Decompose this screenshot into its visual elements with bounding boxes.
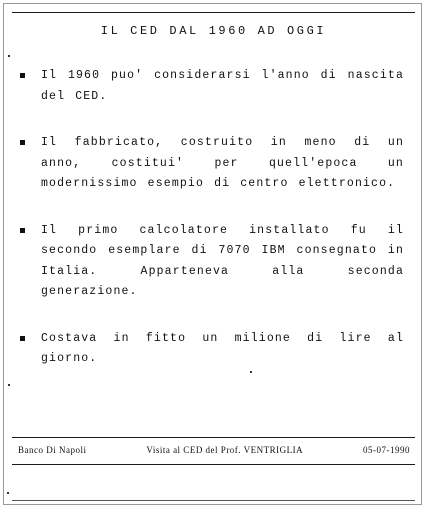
footer-date: 05-07-1990 — [363, 445, 410, 455]
bullet-text: Il primo calcolatore installato fu il secondo esemplare di 7070 IBM consegnato in Italia. Apparteneva alla seconda generazione. — [41, 223, 404, 298]
page-title: IL CED DAL 1960 AD OGGI — [100, 24, 327, 38]
bullet-square-icon — [20, 228, 25, 233]
bullet-text: Il fabbricato, costruito in meno di un anno, costitui' per quell'epoca un modernissimo esempio di centro elettronico. — [41, 136, 404, 190]
bullet-text: Il 1960 puo' considerarsi l'anno di nascita del CED. — [41, 69, 404, 103]
bullet-item — [20, 133, 404, 195]
top-rule — [12, 12, 415, 13]
bullet-text: Costava in fitto un milione di lire al giorno. — [41, 331, 404, 365]
scan-speck — [8, 384, 10, 386]
scan-speck — [8, 55, 10, 57]
bottom-rule — [12, 500, 415, 501]
footer-top-rule — [12, 437, 415, 438]
bullet-item — [20, 329, 404, 370]
bullet-square-icon — [20, 336, 25, 341]
footer-left-text: Banco Di Napoli — [18, 445, 87, 455]
footer-center-text: Visita al CED del Prof. VENTRIGLIA — [146, 445, 304, 455]
footer-bottom-rule — [12, 464, 415, 465]
footer — [18, 445, 410, 455]
bullet-item — [20, 221, 404, 303]
scan-speck — [7, 492, 9, 494]
bullet-square-icon — [20, 73, 25, 78]
bullet-list — [20, 66, 404, 396]
bullet-square-icon — [20, 140, 25, 145]
scan-speck — [250, 371, 252, 373]
bullet-item — [20, 66, 404, 107]
